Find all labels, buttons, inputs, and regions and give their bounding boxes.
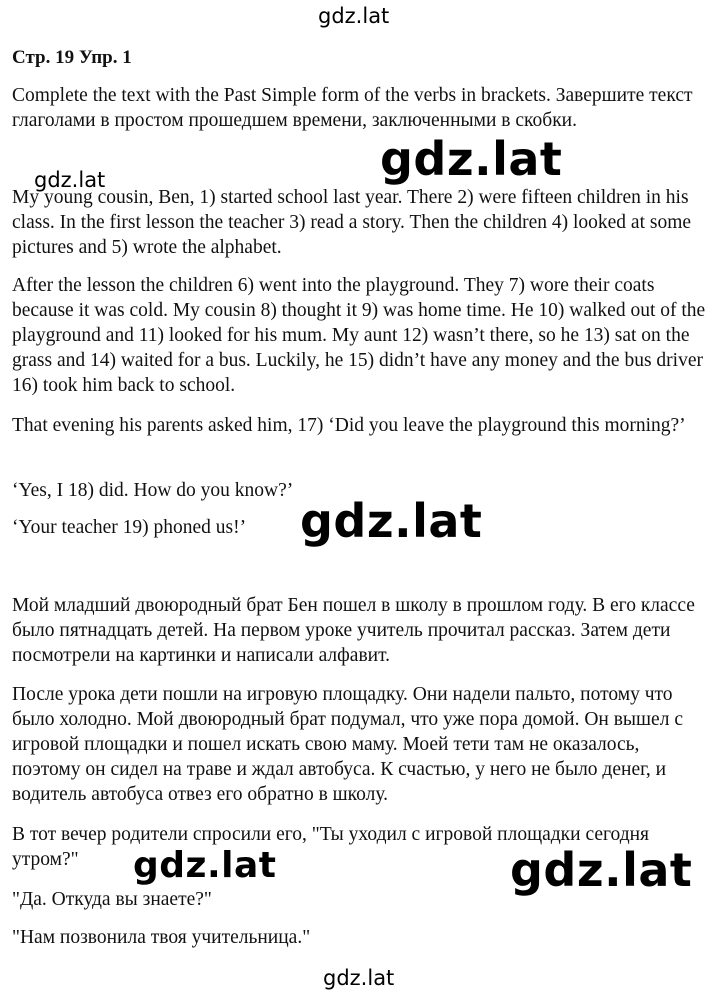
russian-paragraph: После урока дети пошли на игровую площадку. Они надели пальто, потому что было холодно. Мой двоюродный брат подумал, что уже пора домой. Он вышел с игровой площадки и пошел искать свою маму. Моей тети там не оказалось, поэтому он сидел на траве и ждал автобуса. К счастью, у него не было денег, и водитель автобуса отвез его обратно в школу. [12,684,683,805]
russian-paragraph: Мой младший двоюродный брат Бен пошел в школу в прошлом году. В его классе было пятнадцать детей. На первом уроке учитель прочитал рассказ. Затем дети посмотрели на картинки и написали алфавит. [12,595,695,666]
page-heading: Стр. 19 Упр. 1 [12,47,132,68]
watermark-large: gdz.lat [380,132,563,186]
watermark-large: gdz.lat [300,494,483,548]
english-paragraph: After the lesson the children 6) went into the playground. They 7) wore their coats because it was cold. My cousin 8) thought it 9) was home time. He 10) walked out of the playground and 11) looked for his mum. My aunt 12) wasn’t there, so he 13) sat on the grass and 14) waited for a bus. Luckily, he 15) didn’t have any money and the bus driver 16) took him back to school. [12,275,706,396]
watermark-medium: gdz.lat [133,845,277,886]
watermark-large: gdz.lat [510,843,693,897]
watermark-top: gdz.lat [318,4,390,28]
english-paragraph: ‘Yes, I 18) did. How do you know?’ [12,480,294,501]
russian-paragraph: "Да. Откуда вы знаете?" [12,889,212,910]
watermark-bottom: gdz.lat [323,966,395,990]
instruction-text: Complete the text with the Past Simple form of the verbs in brackets. Завершите текст глаголами в простом прошедшем времени, заключенными в скобки. [12,85,693,131]
watermark-small: gdz.lat [34,168,106,192]
english-paragraph: That evening his parents asked him, 17) ‘Did you leave the playground this morning?’ [12,415,686,436]
russian-paragraph: В тот вечер родители спросили его, "Ты уходил с игровой площадки сегодня утром?" [12,824,650,870]
english-paragraph: My young cousin, Ben, 1) started school last year. There 2) were fifteen children in his class. In the first lesson the teacher 3) read a story. Then the children 4) looked at some pictures and 5) wrote the alphabet. [12,187,692,258]
english-paragraph: ‘Your teacher 19) phoned us!’ [12,517,247,538]
russian-paragraph: "Нам позвонила твоя учительница." [12,927,311,948]
